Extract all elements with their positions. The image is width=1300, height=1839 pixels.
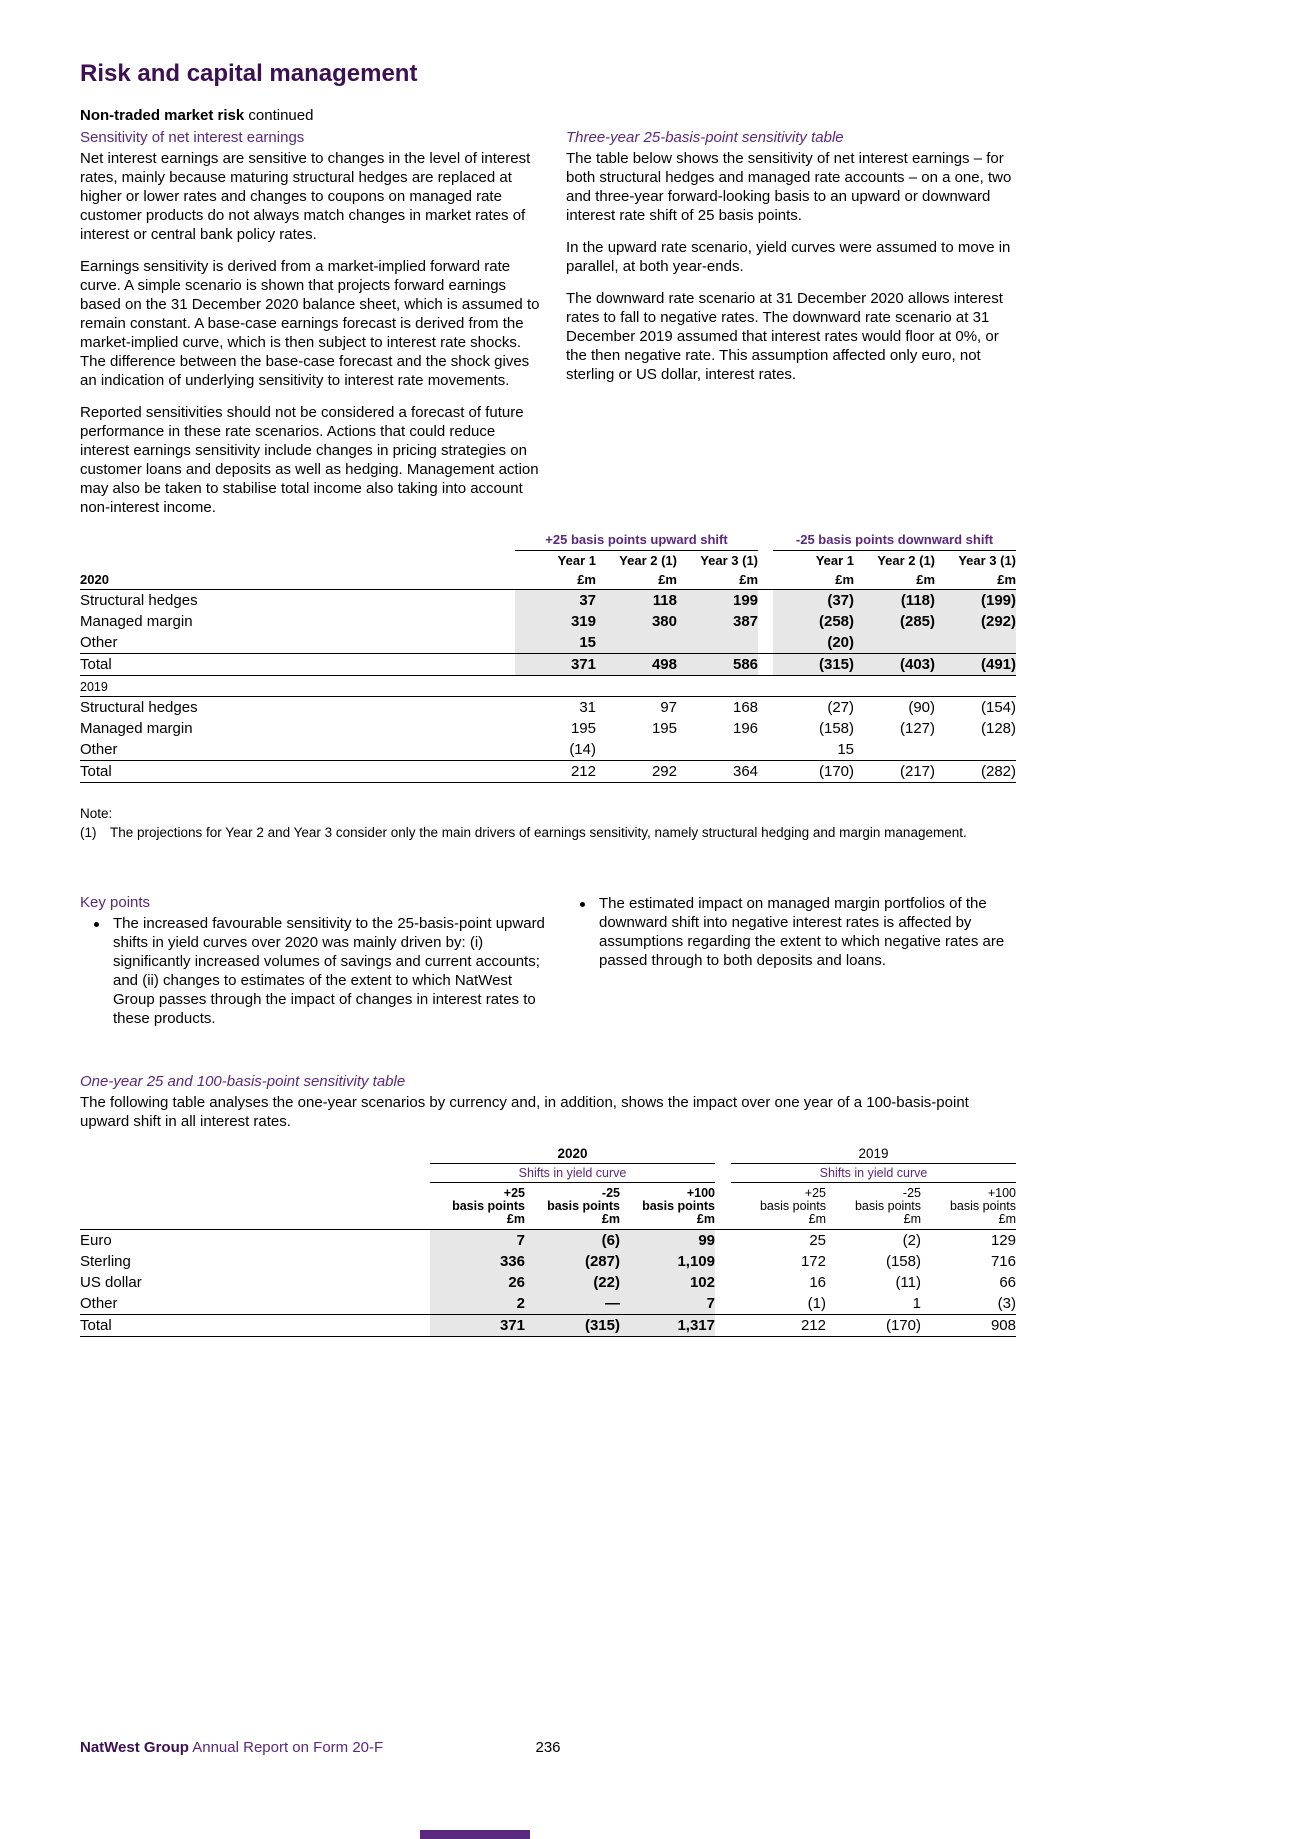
spacer-cell [758,590,773,612]
one-year-sensitivity-table [80,1144,1016,1337]
spacer-cell [715,1293,731,1315]
table-cell: (315) [773,654,854,676]
table-cell: 2 [430,1293,525,1315]
right-column-heading: Three-year 25-basis-point sensitivity table [566,129,844,146]
table-cell: (118) [854,590,935,612]
table-cell [596,632,677,654]
column-header: Year 2 (1) [619,553,677,568]
table-cell: 586 [677,654,758,676]
note-text: The projections for Year 2 and Year 3 consider only the main drivers of earnings sensitivity, namely structural hedging and margin management. [110,825,967,840]
unit-label: £m [596,570,677,590]
table-cell: — [525,1293,620,1315]
table-cell: 15 [515,632,596,654]
left-column-heading: Sensitivity of net interest earnings [80,129,305,146]
unit-label: £m [773,570,854,590]
spacer-cell [715,1183,731,1230]
paragraph: The following table analyses the one-year scenarios by currency and, in addition, shows the impact over one year of a 100-basis-point upward shift in all interest rates. [80,1094,969,1130]
table-row [80,611,1016,632]
row-label: Other [80,1295,118,1312]
year-header-2019: 2019 [731,1144,1016,1164]
column-header: -25 basis points £m [525,1183,620,1230]
table-cell: (315) [525,1315,620,1337]
three-year-sensitivity-table [80,530,1016,783]
table-cell: (90) [908,699,936,716]
key-point-text: The increased favourable sensitivity to the 25-basis-point upward shifts in yield curves over 2020 was mainly driven by: (i) significantly increased volumes of savings and current accounts; and (ii) changes to estimates of the extent to which NatWest Group passes through the impact of changes in interest rates to these products. [113,915,545,1027]
table-cell: (3) [997,1295,1016,1312]
row-label: Sterling [80,1253,131,1270]
table-note [80,805,1016,841]
table-cell [935,739,1016,761]
spacer-cell [758,761,773,783]
total-row [80,1315,1016,1337]
year-label-2020: 2020 [80,570,515,590]
table-row [80,739,1016,761]
subtitle-continued: continued [244,107,314,124]
downward-shift-group-header: -25 basis points downward shift [773,530,1016,551]
table-cell: 97 [660,699,677,716]
table-cell: 387 [677,611,758,632]
row-label: Other [80,634,118,651]
table-row [80,590,1016,612]
paragraph: The downward rate scenario at 31 December 2020 allows interest rates to fall to negative rates. The downward rate scenario at 31 December 2019 assumed that interest rates would floor at 0%, or the then negative rate. This assumption affected only euro, not sterling or US dollar, interest rates. [566,290,1003,383]
table-cell: 371 [430,1315,525,1337]
column-header: Year 3 (1) [958,553,1017,568]
row-label: Structural hedges [80,699,198,716]
page-title: Risk and capital management [80,60,418,87]
one-year-heading: One-year 25 and 100-basis-point sensitivity table [80,1073,406,1090]
upward-shift-group-header: +25 basis points upward shift [515,530,758,551]
table-row [80,1251,1016,1272]
unit-label: £m [677,570,758,590]
row-label: Managed margin [80,720,193,737]
column-header: +100 basis points £m [620,1183,715,1230]
footer-report-title: Annual Report on Form 20-F [188,1739,384,1756]
table-cell: 1 [912,1295,921,1312]
table-cell: (282) [935,761,1016,783]
table-cell: 16 [809,1274,826,1291]
one-year-section [80,1072,1016,1131]
report-page-content [80,60,1016,1337]
table-cell: 15 [837,741,855,758]
units-row [80,570,1016,590]
intro-two-column [80,128,1016,530]
table-cell: 1,317 [620,1315,715,1337]
table-cell: (199) [935,590,1016,612]
table-cell: 212 [515,761,596,783]
table-cell: (285) [854,611,935,632]
table-cell: (6) [525,1230,620,1252]
table-cell [596,739,677,761]
key-point-text: The estimated impact on managed margin portfolios of the downward shift into negative interest rates is affected by assumptions regarding the extent to which negative rates are passed through to both deposits and loans. [599,895,1005,969]
table-cell: 212 [731,1315,826,1337]
row-label: Total [80,654,515,676]
spacer-cell [758,739,773,761]
key-points-right [566,893,1016,1028]
column-header: Year 1 [815,553,855,568]
year-label-2019: 2019 [80,676,1016,697]
paragraph: Reported sensitivities should not be considered a forecast of future performance in these rate scenarios. Actions that could reduce interest earnings sensitivity include changes in pricing strategies on customer loans and deposits as well as hedging. Management action may also be taken to stabilise total income also taking into account non-interest income. [80,404,539,516]
empty-cell [80,1164,430,1183]
shift-header-row [80,1164,1016,1183]
bullet-icon [94,922,99,927]
list-item [94,914,548,1028]
bottom-accent-bar [420,1830,530,1839]
table-cell: (11) [895,1274,921,1291]
spacer-cell [758,530,773,551]
table-cell: (154) [980,699,1017,716]
table-cell: 99 [620,1230,715,1252]
table-cell: 498 [596,654,677,676]
table-cell [935,632,1016,654]
group-header-row [80,530,1016,551]
note-item [80,824,1016,841]
key-points-section [80,893,1016,1028]
table-cell: (14) [569,741,596,758]
table-cell: 66 [999,1274,1016,1291]
spacer-cell [715,1315,731,1337]
table-cell: (258) [773,611,854,632]
table-cell: 172 [800,1253,826,1270]
table-cell [854,739,935,761]
column-header-row [80,551,1016,571]
table-cell: (287) [525,1251,620,1272]
table-row [80,697,1016,719]
footer-brand: NatWest Group [80,1739,189,1756]
paragraph: Earnings sensitivity is derived from a market-implied forward rate curve. A simple scenario is shown that projects forward earnings based on the 31 December 2020 balance sheet, which is assumed to remain constant. A base-case earnings forecast is derived from the market-implied curve, which is then subject to interest rate shocks. The difference between the base-case forecast and the shock gives an indication of underlying sensitivity to interest rate movements. [80,258,540,389]
table-cell: 196 [732,720,759,737]
row-label: Structural hedges [80,592,198,609]
table-cell: 25 [809,1232,826,1249]
table-cell: (403) [854,654,935,676]
table-cell: (491) [935,654,1016,676]
table-cell: (170) [773,761,854,783]
page-number: 236 [535,1739,561,1756]
table-cell: 364 [677,761,758,783]
table-row [80,1230,1016,1252]
table-cell: (27) [827,699,855,716]
shifts-header-2019: Shifts in yield curve [731,1164,1016,1183]
table-cell: 129 [990,1232,1016,1249]
spacer-cell [715,1272,731,1293]
table-cell: 1,109 [620,1251,715,1272]
empty-cell [80,530,515,551]
table-cell: 336 [430,1251,525,1272]
table-cell: 102 [620,1272,715,1293]
row-label: Total [80,761,515,783]
table-cell: 168 [732,699,759,716]
total-row [80,654,1016,676]
list-item [580,894,1016,970]
row-label: Other [80,741,118,758]
column-header: +100 basis points £m [921,1183,1016,1230]
table-cell: 26 [430,1272,525,1293]
paragraph: In the upward rate scenario, yield curves were assumed to move in parallel, at both year-ends. [566,239,1011,275]
table-cell: 716 [990,1253,1016,1270]
table-cell: (37) [773,590,854,612]
spacer-cell [758,718,773,739]
table-cell: 31 [579,699,596,716]
year-header-row [80,1144,1016,1164]
column-header: +25 basis points £m [731,1183,826,1230]
spacer-cell [758,654,773,676]
paragraph: Net interest earnings are sensitive to changes in the level of interest rates, mainly because maturing structural hedges are replaced at higher or lower rates and changes to coupons on managed rate customer products do not always match changes in market rates of interest or central bank policy rates. [80,150,531,243]
row-label: Total [80,1315,430,1337]
table-cell: 199 [677,590,758,612]
spacer-cell [758,611,773,632]
note-label: Note: [80,806,113,821]
table-cell: 118 [596,590,677,612]
column-header: +25 basis points £m [430,1183,525,1230]
table-cell: 380 [596,611,677,632]
table-cell: (20) [773,632,854,654]
table-row [80,1293,1016,1315]
subtitle-bold: Non-traded market risk [80,107,245,124]
table-cell: (292) [935,611,1016,632]
table-cell: 195 [570,720,596,737]
table-row [80,718,1016,739]
row-label: Managed margin [80,613,193,630]
column-header: Year 2 (1) [877,553,936,568]
spacer-cell [758,570,773,590]
table-row [80,1272,1016,1293]
table-row [80,632,1016,654]
table-cell [854,632,935,654]
spacer-cell [758,551,773,571]
table-cell: (158) [818,720,855,737]
unit-label: £m [935,570,1016,590]
row-label: US dollar [80,1274,142,1291]
year-header-2020: 2020 [430,1144,715,1164]
spacer-cell [715,1144,731,1164]
note-number: (1) [80,825,97,840]
table-cell: (127) [899,720,936,737]
spacer-cell [715,1164,731,1183]
bullet-icon [580,902,585,907]
table-cell: (1) [807,1295,826,1312]
right-column [566,128,1016,530]
table-cell: 7 [430,1230,525,1252]
table-cell: (22) [525,1272,620,1293]
spacer-cell [715,1230,731,1252]
table-cell: (2) [902,1232,921,1249]
total-row [80,761,1016,783]
row-label: Euro [80,1232,112,1249]
table-cell [677,632,758,654]
table-cell: 37 [515,590,596,612]
section-subtitle [80,106,1016,125]
empty-cell [80,551,515,571]
table-cell: 319 [515,611,596,632]
table-cell: 7 [620,1293,715,1315]
table-cell: (158) [885,1253,921,1270]
spacer-cell [715,1251,731,1272]
column-header: Year 3 (1) [700,553,759,568]
left-column [80,128,548,530]
table-cell: 908 [921,1315,1016,1337]
table-cell: 371 [515,654,596,676]
table-cell: 195 [651,720,677,737]
column-header: -25 basis points £m [826,1183,921,1230]
empty-cell [80,1144,430,1164]
spacer-cell [758,632,773,654]
unit-label: £m [515,570,596,590]
page-footer [80,1738,1016,1757]
unit-label: £m [854,570,935,590]
shifts-header-2020: Shifts in yield curve [430,1164,715,1183]
spacer-cell [758,697,773,719]
column-header: Year 1 [557,553,596,568]
column-header-row [80,1183,1016,1230]
table-cell: (217) [854,761,935,783]
year-2019-row [80,676,1016,697]
paragraph: The table below shows the sensitivity of net interest earnings – for both structural hedges and managed rate accounts – on a one, two and three-year forward-looking basis to an upward or downward interest rate shift of 25 basis points. [566,150,1012,224]
table-cell [677,739,758,761]
table-cell: 292 [596,761,677,783]
table-cell: (128) [980,720,1017,737]
key-points-left [80,893,548,1028]
empty-cell [80,1183,430,1230]
table-cell: (170) [826,1315,921,1337]
key-points-heading: Key points [80,894,151,911]
